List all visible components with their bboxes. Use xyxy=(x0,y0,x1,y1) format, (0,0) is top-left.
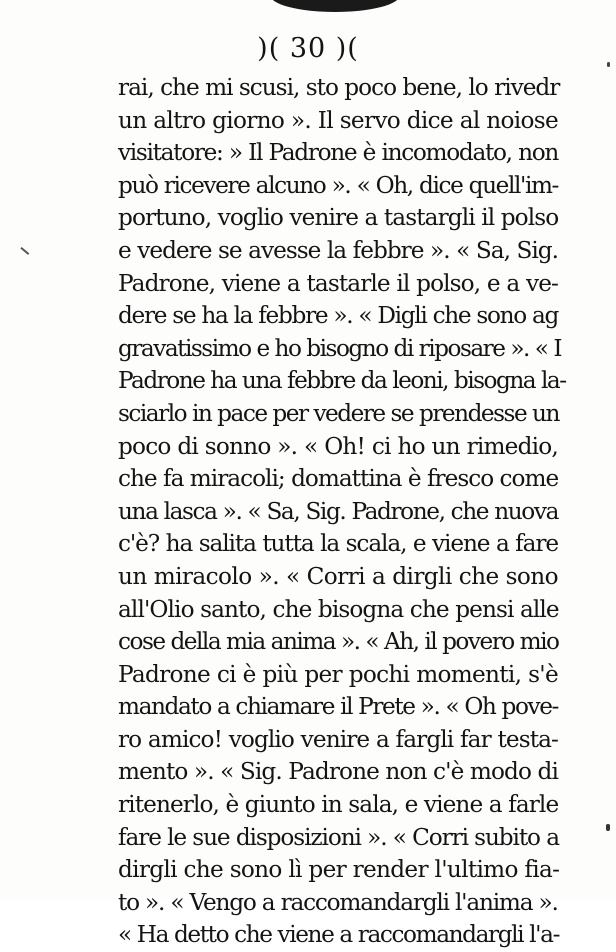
text-line: rai, che mi scusi, sto poco bene, lo rivedr xyxy=(118,74,560,101)
text-line: Padrone ha una febbre da leoni, bisogna la- xyxy=(118,367,566,395)
ink-blot xyxy=(270,0,400,12)
page-number: )( 30 )( xyxy=(257,33,359,64)
text-line: un altro giorno ». Il servo dice al noiose xyxy=(118,106,558,134)
text-line: c'è? ha salita tutta la scala, e viene a fare xyxy=(118,530,558,558)
text-line: e vedere se avesse la febbre ». « Sa, Sig. xyxy=(118,236,558,264)
paper-speck xyxy=(606,824,610,831)
text-line: « Ha detto che viene a raccomandargli l'a- xyxy=(118,921,560,949)
text-line: sciarlo in pace per vedere se prendesse un xyxy=(118,399,559,427)
text-line: un miracolo ». « Corri a dirgli che sono xyxy=(118,562,558,590)
text-line: dirgli che sono lì per render l'ultimo fia- xyxy=(118,856,560,884)
text-line: ritenerlo, è giunto in sala, e viene a farle xyxy=(118,791,559,819)
text-line: all'Olio santo, che bisogna che pensi alle xyxy=(118,595,559,623)
text-line: visitatore: » Il Padrone è incomodato, non xyxy=(118,139,558,167)
body-text xyxy=(118,72,566,952)
text-line: mento ». « Sig. Padrone non c'è modo di xyxy=(118,758,558,786)
text-line: una lasca ». « Sa, Sig. Padrone, che nuova xyxy=(118,497,558,525)
text-line: fare le sue disposizioni ». « Corri subito a xyxy=(118,823,559,851)
text-line: Padrone, viene a tastarle il polso, e a ve- xyxy=(118,269,558,297)
paper-speck xyxy=(21,247,30,255)
text-line: gravatissimo e ho bisogno di riposare ». « I xyxy=(118,334,562,362)
text-line: dere se ha la febbre ». « Digli che sono ag xyxy=(118,302,559,330)
text-line: poco di sonno ». « Oh! ci ho un rimedio, xyxy=(118,432,558,460)
text-line: cose della mia anima ». « Ah, il povero mio xyxy=(118,628,559,656)
text-line: che fa miracoli; domattina è fresco come xyxy=(118,465,559,493)
text-line: ro amico! voglio venire a fargli far testa- xyxy=(118,725,558,753)
text-line: mandato a chiamare il Prete ». « Oh pove- xyxy=(118,693,558,721)
text-line: Padrone ci è più per pochi momenti, s'è xyxy=(118,660,558,688)
text-line: to ». « Vengo a raccomandargli l'anima ». xyxy=(118,888,558,916)
text-line: portuno, voglio venire a tastargli il polso xyxy=(118,204,559,232)
text-line: può ricevere alcuno ». « Oh, dice quell'im- xyxy=(118,171,558,199)
